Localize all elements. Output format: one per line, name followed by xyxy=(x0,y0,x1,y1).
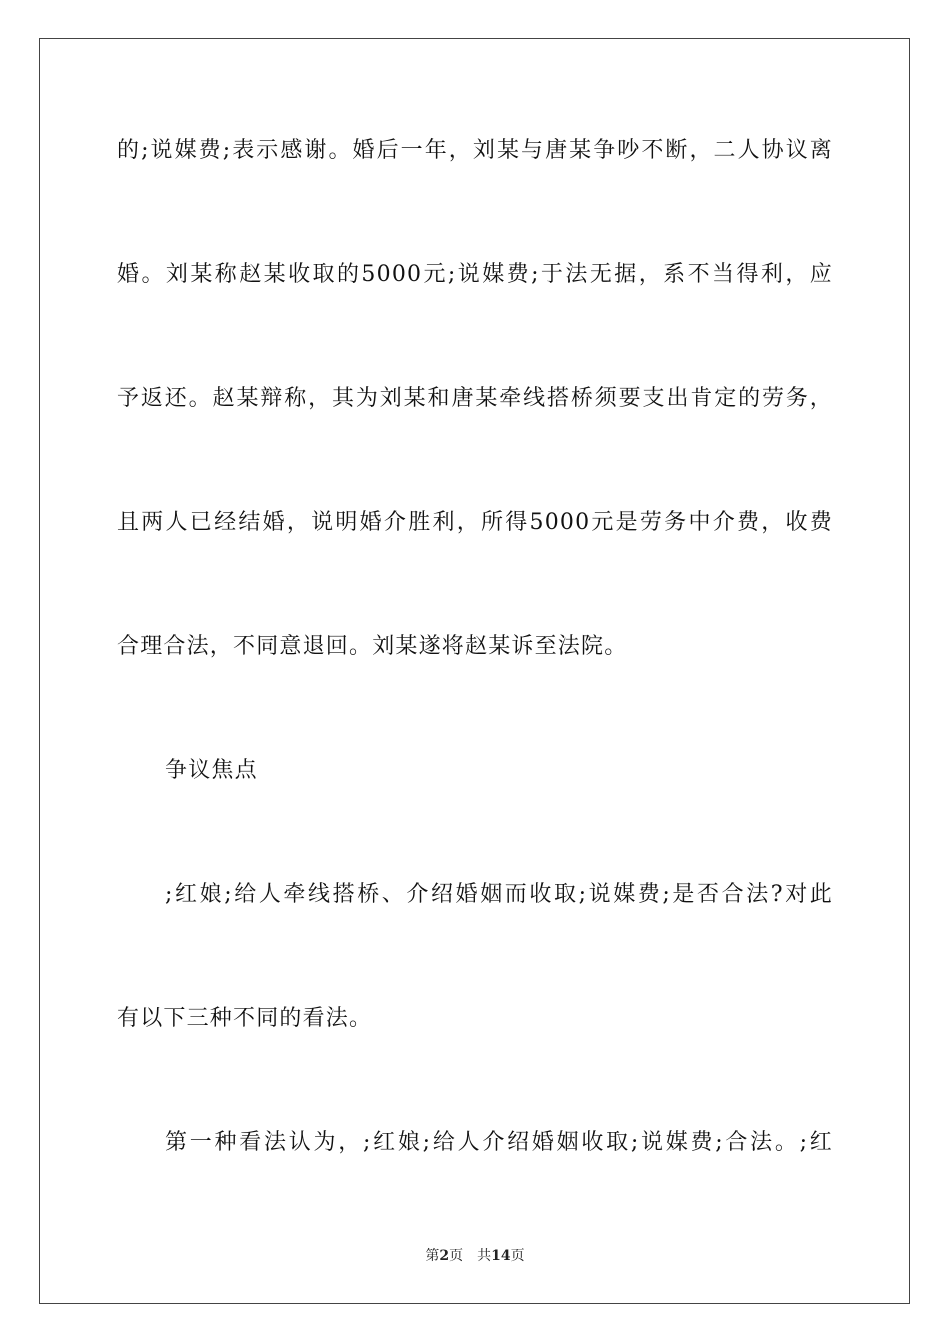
footer-page-total: 14 xyxy=(491,1248,511,1264)
page-footer xyxy=(0,1247,950,1265)
body-line-4: 且两人已经结婚，说明婚介胜利，所得5000元是劳务中介费，收费 xyxy=(117,510,833,535)
page-border xyxy=(39,38,910,1304)
footer-total-prefix: 共 xyxy=(477,1248,492,1264)
body-line-1: 的;说媒费;表示感谢。婚后一年，刘某与唐某争吵不断，二人协议离 xyxy=(117,138,833,163)
body-line-2: 婚。刘某称赵某收取的5000元;说媒费;于法无据，系不当得利，应 xyxy=(117,262,833,287)
body-line-7: ;红娘;给人牵线搭桥、介绍婚姻而收取;说媒费;是否合法?对此 xyxy=(165,882,833,907)
footer-page-current: 2 xyxy=(439,1248,450,1264)
section-heading: 争议焦点 xyxy=(165,758,258,783)
footer-page-prefix: 第 xyxy=(425,1248,440,1264)
body-line-8: 有以下三种不同的看法。 xyxy=(117,1006,373,1031)
body-line-3: 予返还。赵某辩称，其为刘某和唐某牵线搭桥须要支出肯定的劳务， xyxy=(117,386,833,411)
footer-page-unit: 页 xyxy=(449,1248,464,1264)
footer-total-unit: 页 xyxy=(510,1248,525,1264)
body-line-9: 第一种看法认为，;红娘;给人介绍婚姻收取;说媒费;合法。;红 xyxy=(165,1130,833,1155)
body-line-5: 合理合法，不同意退回。刘某遂将赵某诉至法院。 xyxy=(117,634,628,659)
